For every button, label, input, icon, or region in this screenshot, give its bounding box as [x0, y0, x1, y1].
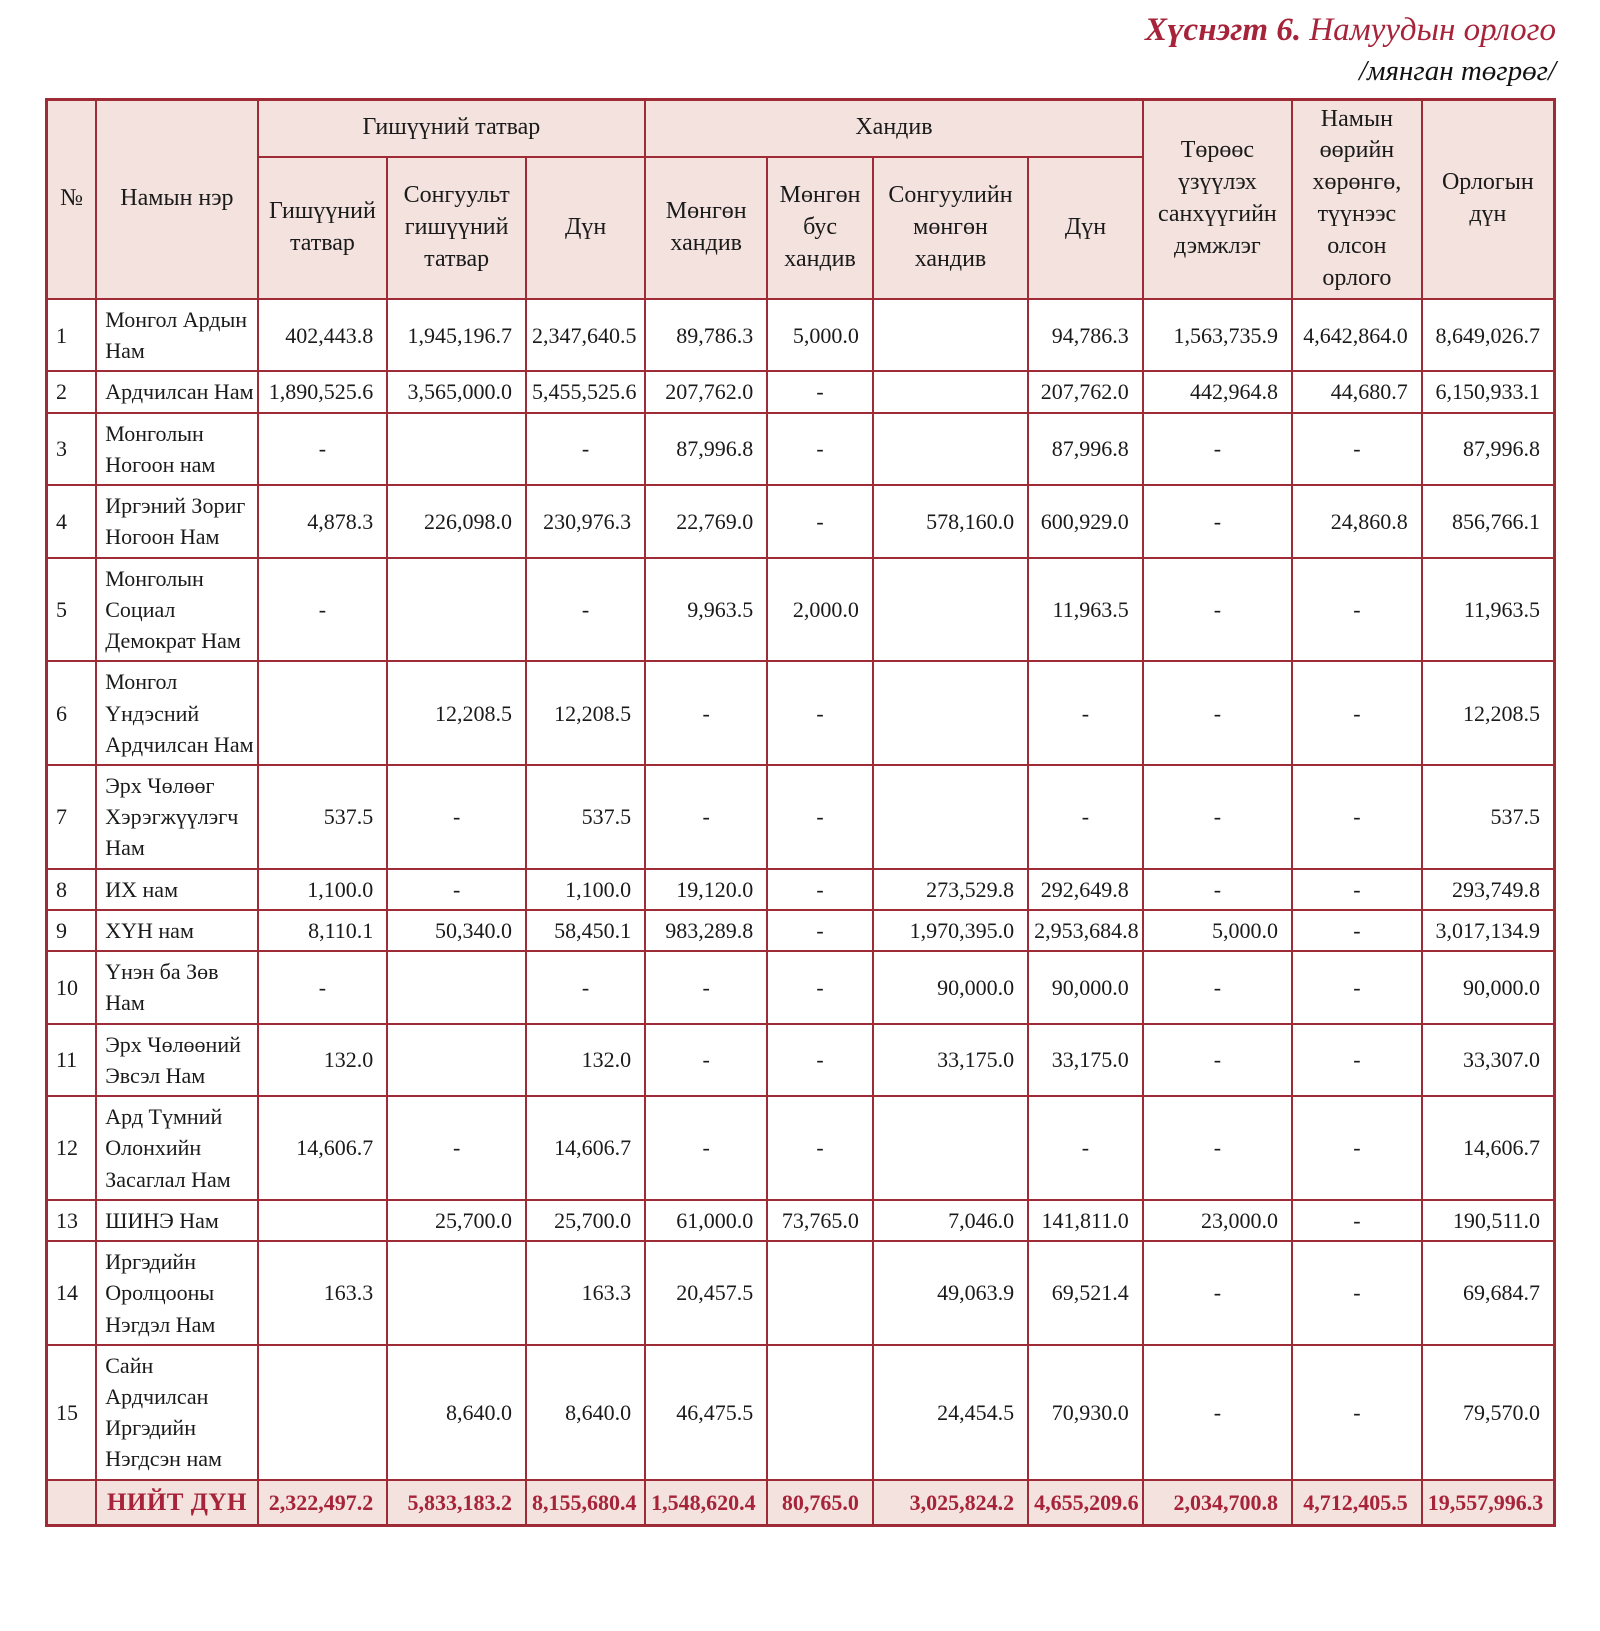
- value-cell: -: [258, 558, 388, 662]
- value-cell: [387, 951, 526, 1023]
- table-row: [47, 910, 1555, 951]
- value-cell: 1,100.0: [258, 869, 388, 910]
- value-cell: 8,649,026.7: [1422, 299, 1555, 371]
- value-cell: [767, 1345, 873, 1480]
- header-income-total: Орлогын дүн: [1422, 99, 1555, 299]
- total-value-cell: 3,025,824.2: [873, 1480, 1028, 1526]
- total-value-cell: 5,833,183.2: [387, 1480, 526, 1526]
- value-cell: 20,457.5: [645, 1241, 767, 1345]
- page-title: [45, 10, 1556, 51]
- table-row: [47, 661, 1555, 765]
- header-member-tax: Гишүүний татвар: [258, 157, 388, 299]
- value-cell: 58,450.1: [526, 910, 645, 951]
- table-row: [47, 1241, 1555, 1345]
- value-cell: 61,000.0: [645, 1200, 767, 1241]
- value-cell: 73,765.0: [767, 1200, 873, 1241]
- table-row: [47, 1024, 1555, 1096]
- party-name: Сайн Ардчилсан Иргэдийн Нэгдсэн нам: [96, 1345, 257, 1480]
- row-number: 6: [47, 661, 97, 765]
- value-cell: -: [767, 485, 873, 557]
- value-cell: 11,963.5: [1422, 558, 1555, 662]
- value-cell: -: [1292, 1241, 1422, 1345]
- value-cell: 132.0: [258, 1024, 388, 1096]
- value-cell: 600,929.0: [1028, 485, 1143, 557]
- value-cell: -: [767, 869, 873, 910]
- value-cell: 25,700.0: [526, 1200, 645, 1241]
- row-number: 1: [47, 299, 97, 371]
- value-cell: -: [645, 661, 767, 765]
- value-cell: 292,649.8: [1028, 869, 1143, 910]
- table-title-text: Намуудын орлого: [1301, 12, 1556, 48]
- value-cell: 2,347,640.5: [526, 299, 645, 371]
- value-cell: 69,684.7: [1422, 1241, 1555, 1345]
- value-cell: 207,762.0: [645, 371, 767, 412]
- value-cell: [873, 371, 1028, 412]
- value-cell: -: [1028, 765, 1143, 869]
- value-cell: 94,786.3: [1028, 299, 1143, 371]
- value-cell: 1,970,395.0: [873, 910, 1028, 951]
- value-cell: [873, 1096, 1028, 1200]
- value-cell: 293,749.8: [1422, 869, 1555, 910]
- value-cell: -: [1143, 1096, 1292, 1200]
- value-cell: 14,606.7: [258, 1096, 388, 1200]
- total-value-cell: 80,765.0: [767, 1480, 873, 1526]
- value-cell: 89,786.3: [645, 299, 767, 371]
- value-cell: -: [1143, 558, 1292, 662]
- value-cell: -: [1292, 951, 1422, 1023]
- value-cell: -: [767, 413, 873, 485]
- value-cell: -: [1028, 661, 1143, 765]
- row-number: 5: [47, 558, 97, 662]
- value-cell: 983,289.8: [645, 910, 767, 951]
- value-cell: -: [767, 371, 873, 412]
- value-cell: 8,640.0: [387, 1345, 526, 1480]
- value-cell: -: [767, 1096, 873, 1200]
- value-cell: 1,563,735.9: [1143, 299, 1292, 371]
- value-cell: 50,340.0: [387, 910, 526, 951]
- value-cell: -: [387, 869, 526, 910]
- value-cell: [258, 1345, 388, 1480]
- value-cell: 856,766.1: [1422, 485, 1555, 557]
- table-row: [47, 869, 1555, 910]
- table-row: [47, 485, 1555, 557]
- value-cell: -: [767, 765, 873, 869]
- title-block: [45, 10, 1556, 90]
- party-name: Иргэдийн Оролцооны Нэгдэл Нам: [96, 1241, 257, 1345]
- table-row: [47, 765, 1555, 869]
- value-cell: -: [767, 910, 873, 951]
- party-name: Монгол Үндэсний Ардчилсан Нам: [96, 661, 257, 765]
- header-group-row: [47, 99, 1555, 157]
- value-cell: [258, 1200, 388, 1241]
- total-value-cell: 19,557,996.3: [1422, 1480, 1555, 1526]
- header-no: №: [47, 99, 97, 299]
- row-number: 15: [47, 1345, 97, 1480]
- value-cell: 2,953,684.8: [1028, 910, 1143, 951]
- value-cell: 5,455,525.6: [526, 371, 645, 412]
- row-number: 12: [47, 1096, 97, 1200]
- party-name: ХҮН нам: [96, 910, 257, 951]
- header-cash-donation: Мөнгөн хандив: [645, 157, 767, 299]
- value-cell: 12,208.5: [1422, 661, 1555, 765]
- value-cell: 33,175.0: [1028, 1024, 1143, 1096]
- header-state-support: Төрөөс үзүүлэх санхүүгийн дэмжлэг: [1143, 99, 1292, 299]
- table-body: [47, 299, 1555, 1526]
- total-value-cell: 8,155,680.4: [526, 1480, 645, 1526]
- party-name: Эрх Чөлөөний Эвсэл Нам: [96, 1024, 257, 1096]
- value-cell: 79,570.0: [1422, 1345, 1555, 1480]
- value-cell: -: [1143, 1241, 1292, 1345]
- value-cell: 14,606.7: [1422, 1096, 1555, 1200]
- value-cell: 230,976.3: [526, 485, 645, 557]
- value-cell: 163.3: [526, 1241, 645, 1345]
- value-cell: [873, 661, 1028, 765]
- row-number: 3: [47, 413, 97, 485]
- value-cell: 5,000.0: [767, 299, 873, 371]
- total-row-number-cell: [47, 1480, 97, 1526]
- value-cell: -: [645, 765, 767, 869]
- value-cell: 2,000.0: [767, 558, 873, 662]
- total-value-cell: 4,655,209.6: [1028, 1480, 1143, 1526]
- value-cell: 87,996.8: [1422, 413, 1555, 485]
- value-cell: -: [1143, 765, 1292, 869]
- table-row: [47, 951, 1555, 1023]
- value-cell: 11,963.5: [1028, 558, 1143, 662]
- party-income-table: [45, 98, 1556, 1528]
- row-number: 9: [47, 910, 97, 951]
- total-row: [47, 1480, 1555, 1526]
- value-cell: 49,063.9: [873, 1241, 1028, 1345]
- value-cell: 537.5: [526, 765, 645, 869]
- total-value-cell: 1,548,620.4: [645, 1480, 767, 1526]
- value-cell: [767, 1241, 873, 1345]
- value-cell: -: [258, 951, 388, 1023]
- value-cell: -: [387, 1096, 526, 1200]
- party-name: Ард Түмний Олонхийн Засаглал Нам: [96, 1096, 257, 1200]
- total-value-cell: 2,034,700.8: [1143, 1480, 1292, 1526]
- table-number-label: Хүснэгт 6.: [1145, 12, 1302, 48]
- header-donation-total: Дүн: [1028, 157, 1143, 299]
- party-name: Ардчилсан Нам: [96, 371, 257, 412]
- value-cell: -: [1292, 1200, 1422, 1241]
- value-cell: 70,930.0: [1028, 1345, 1143, 1480]
- table-row: [47, 1345, 1555, 1480]
- value-cell: [387, 558, 526, 662]
- value-cell: 4,642,864.0: [1292, 299, 1422, 371]
- value-cell: -: [1143, 1345, 1292, 1480]
- table-row: [47, 1200, 1555, 1241]
- row-number: 8: [47, 869, 97, 910]
- header-own-assets: Намын өөрийн хөрөнгө, түүнээс олсон орлого: [1292, 99, 1422, 299]
- value-cell: -: [387, 765, 526, 869]
- value-cell: -: [1292, 413, 1422, 485]
- value-cell: 442,964.8: [1143, 371, 1292, 412]
- party-name: Монголын Социал Демократ Нам: [96, 558, 257, 662]
- total-value-cell: 4,712,405.5: [1292, 1480, 1422, 1526]
- value-cell: 1,945,196.7: [387, 299, 526, 371]
- total-label: НИЙТ ДҮН: [96, 1480, 257, 1526]
- value-cell: 1,890,525.6: [258, 371, 388, 412]
- header-donation-group: Хандив: [645, 99, 1143, 157]
- value-cell: 87,996.8: [645, 413, 767, 485]
- value-cell: 33,175.0: [873, 1024, 1028, 1096]
- party-name: ШИНЭ Нам: [96, 1200, 257, 1241]
- value-cell: -: [526, 413, 645, 485]
- value-cell: -: [645, 951, 767, 1023]
- value-cell: 3,017,134.9: [1422, 910, 1555, 951]
- value-cell: 12,208.5: [526, 661, 645, 765]
- party-name: Монгол Ардын Нам: [96, 299, 257, 371]
- party-name: Үнэн ба Зөв Нам: [96, 951, 257, 1023]
- row-number: 10: [47, 951, 97, 1023]
- value-cell: 12,208.5: [387, 661, 526, 765]
- value-cell: 6,150,933.1: [1422, 371, 1555, 412]
- value-cell: 44,680.7: [1292, 371, 1422, 412]
- value-cell: 22,769.0: [645, 485, 767, 557]
- value-cell: -: [526, 558, 645, 662]
- value-cell: 207,762.0: [1028, 371, 1143, 412]
- value-cell: 190,511.0: [1422, 1200, 1555, 1241]
- value-cell: 273,529.8: [873, 869, 1028, 910]
- page-subtitle: /мянган төгрөг/: [1358, 55, 1556, 88]
- value-cell: 87,996.8: [1028, 413, 1143, 485]
- value-cell: 25,700.0: [387, 1200, 526, 1241]
- value-cell: [258, 661, 388, 765]
- value-cell: 226,098.0: [387, 485, 526, 557]
- value-cell: [873, 299, 1028, 371]
- value-cell: 46,475.5: [645, 1345, 767, 1480]
- value-cell: 23,000.0: [1143, 1200, 1292, 1241]
- value-cell: 69,521.4: [1028, 1241, 1143, 1345]
- table-row: [47, 413, 1555, 485]
- value-cell: -: [1143, 485, 1292, 557]
- header-elected-member-tax: Сонгуульт гишүүний татвар: [387, 157, 526, 299]
- value-cell: -: [1143, 1024, 1292, 1096]
- row-number: 7: [47, 765, 97, 869]
- header-noncash-donation: Мөнгөн бус хандив: [767, 157, 873, 299]
- row-number: 11: [47, 1024, 97, 1096]
- value-cell: -: [767, 951, 873, 1023]
- value-cell: 9,963.5: [645, 558, 767, 662]
- value-cell: 8,640.0: [526, 1345, 645, 1480]
- header-member-tax-total: Дүн: [526, 157, 645, 299]
- value-cell: [873, 413, 1028, 485]
- value-cell: -: [1143, 661, 1292, 765]
- value-cell: -: [1292, 1096, 1422, 1200]
- total-value-cell: 2,322,497.2: [258, 1480, 388, 1526]
- row-number: 2: [47, 371, 97, 412]
- party-name: Монголын Ногоон нам: [96, 413, 257, 485]
- row-number: 14: [47, 1241, 97, 1345]
- table-row: [47, 299, 1555, 371]
- value-cell: -: [767, 1024, 873, 1096]
- value-cell: [873, 765, 1028, 869]
- value-cell: 19,120.0: [645, 869, 767, 910]
- party-name: Иргэний Зориг Ногоон Нам: [96, 485, 257, 557]
- value-cell: 578,160.0: [873, 485, 1028, 557]
- value-cell: 14,606.7: [526, 1096, 645, 1200]
- value-cell: 5,000.0: [1143, 910, 1292, 951]
- value-cell: -: [1143, 869, 1292, 910]
- value-cell: 4,878.3: [258, 485, 388, 557]
- row-number: 4: [47, 485, 97, 557]
- table-row: [47, 371, 1555, 412]
- value-cell: -: [1028, 1096, 1143, 1200]
- value-cell: 7,046.0: [873, 1200, 1028, 1241]
- value-cell: 537.5: [1422, 765, 1555, 869]
- header-party-name: Намын нэр: [96, 99, 257, 299]
- value-cell: [873, 558, 1028, 662]
- value-cell: -: [767, 661, 873, 765]
- value-cell: 1,100.0: [526, 869, 645, 910]
- value-cell: 141,811.0: [1028, 1200, 1143, 1241]
- value-cell: 132.0: [526, 1024, 645, 1096]
- party-name: Эрх Чөлөөг Хэрэгжүүлэгч Нам: [96, 765, 257, 869]
- value-cell: -: [1292, 765, 1422, 869]
- value-cell: 537.5: [258, 765, 388, 869]
- value-cell: 24,860.8: [1292, 485, 1422, 557]
- value-cell: -: [1292, 1345, 1422, 1480]
- value-cell: -: [645, 1096, 767, 1200]
- header-election-cash-donation: Сонгуулийн мөнгөн хандив: [873, 157, 1028, 299]
- value-cell: [387, 413, 526, 485]
- value-cell: -: [258, 413, 388, 485]
- value-cell: 8,110.1: [258, 910, 388, 951]
- table-row: [47, 1096, 1555, 1200]
- party-name: ИХ нам: [96, 869, 257, 910]
- value-cell: 24,454.5: [873, 1345, 1028, 1480]
- value-cell: [387, 1241, 526, 1345]
- value-cell: -: [1292, 1024, 1422, 1096]
- value-cell: -: [1292, 661, 1422, 765]
- value-cell: -: [1292, 558, 1422, 662]
- header-member-tax-group: Гишүүний татвар: [258, 99, 646, 157]
- value-cell: 90,000.0: [1028, 951, 1143, 1023]
- value-cell: 402,443.8: [258, 299, 388, 371]
- value-cell: 90,000.0: [1422, 951, 1555, 1023]
- value-cell: -: [526, 951, 645, 1023]
- table-row: [47, 558, 1555, 662]
- value-cell: 3,565,000.0: [387, 371, 526, 412]
- value-cell: 33,307.0: [1422, 1024, 1555, 1096]
- value-cell: 90,000.0: [873, 951, 1028, 1023]
- value-cell: -: [1292, 910, 1422, 951]
- value-cell: [387, 1024, 526, 1096]
- row-number: 13: [47, 1200, 97, 1241]
- value-cell: -: [645, 1024, 767, 1096]
- value-cell: 163.3: [258, 1241, 388, 1345]
- value-cell: -: [1143, 951, 1292, 1023]
- value-cell: -: [1292, 869, 1422, 910]
- value-cell: -: [1143, 413, 1292, 485]
- table-header: [47, 99, 1555, 299]
